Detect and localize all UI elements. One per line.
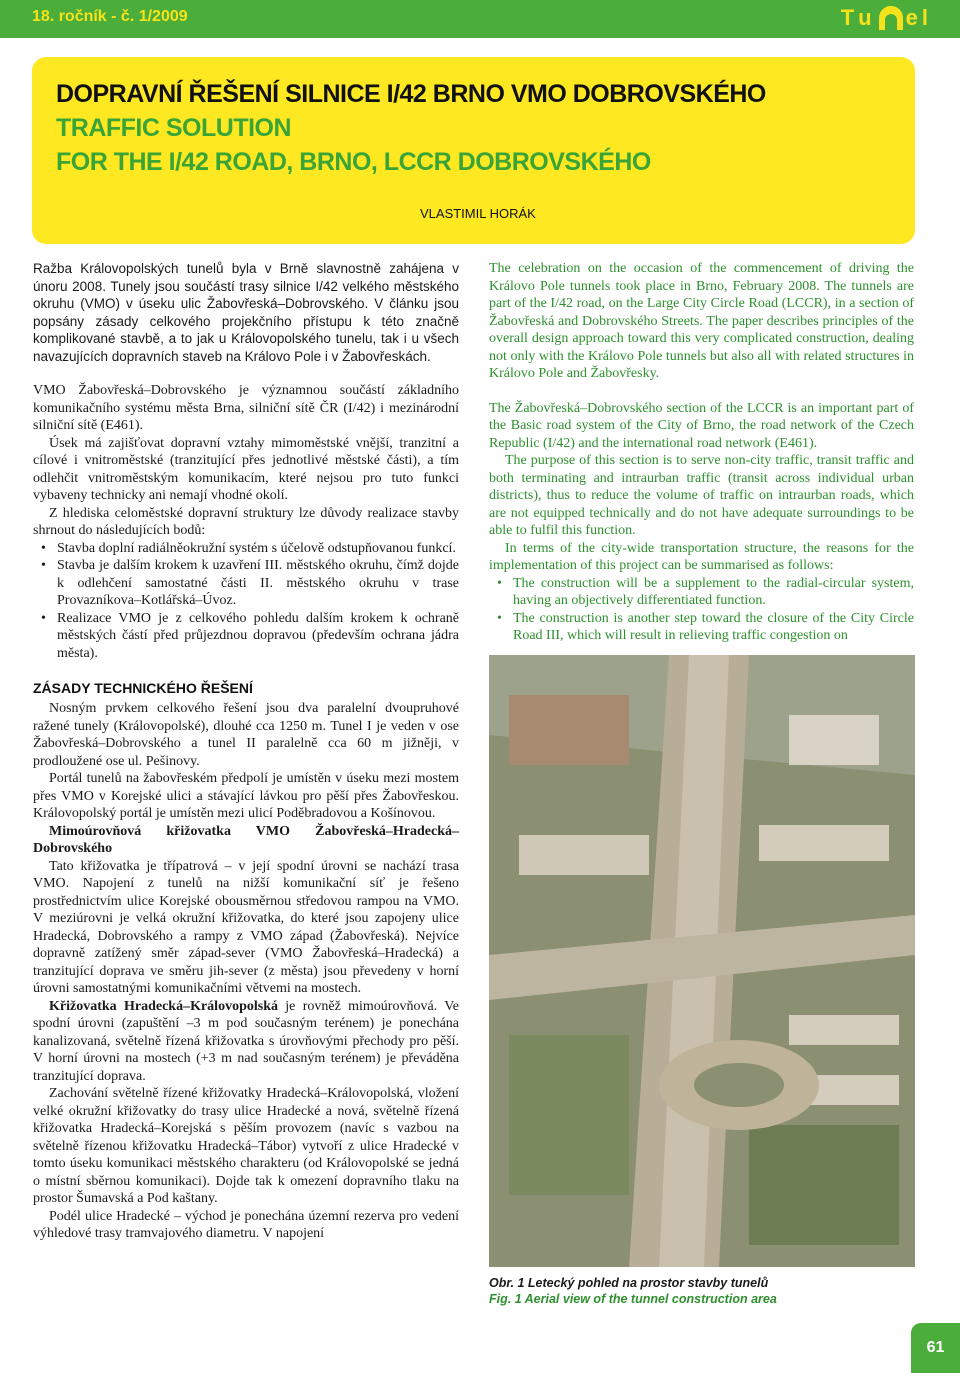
paragraph: In terms of the city-wide transportation structure, the reasons for the implementation of this project can be summarised as follows: <box>489 540 914 573</box>
list-item: • The construction will be a supplement to the radial-circular system, having an objectively differentiated function. <box>489 575 914 610</box>
article-title-en-line1: TRAFFIC SOLUTION <box>56 114 292 142</box>
paragraph: The Žabovřeská–Dobrovského section of the LCCR is an important part of the Basic road system of the City of Brno, the road network of the Czech Republic (I/42) and the international road network (E461). <box>489 400 914 451</box>
issue-label: 18. ročník - č. 1/2009 <box>32 8 188 25</box>
aerial-photo-illustration <box>489 655 915 1267</box>
aerial-photo <box>489 655 915 1267</box>
bullet-list <box>489 575 914 645</box>
abstract-cz: Ražba Královopolských tunelů byla v Brně slavnostně zahájena v únoru 2008. Tunely jsou součástí trasy silnice I/42 velkého městského okruhu (VMO) v úseku ulic Žabovřeská–Dobrovského. V článku jsou popsány zásady celkového projekčního přístupu k této značně komplikované stavbě, a to jak u Královopolského tunelu, tak i u všech navazujících dopravních staveb na Královo Pole i v Žabovřeskách. <box>33 261 459 364</box>
paragraph: Z hlediska celoměstské dopravní struktury lze důvody realizace stavby shrnout do následujících bodů: <box>33 505 459 538</box>
list-item: • The construction is another step toward the closure of the City Circle Road III, which will result in relieving traffic congestion on <box>489 610 914 645</box>
section-heading: ZÁSADY TECHNICKÉHO ŘEŠENÍ <box>33 680 253 696</box>
subheading: Křižovatka Hradecká–Královopolská <box>49 998 278 1014</box>
article-title-cz: DOPRAVNÍ ŘEŠENÍ SILNICE I/42 BRNO VMO DOBROVSKÉHO <box>56 80 766 108</box>
paragraph: Tato křižovatka je třípatrová – v její spodní úrovni se nachází trasa VMO. Napojení z tunelů na nižší komunikační síť je řešeno prostřednictvím ulice Korejské obousměrnou středovou rampou na VMO. V meziúrovni je velká okružní křižovatka, do které jsou zapojeny ulice Hradecká, Dobrovského a rampy z VMO západ (Žabovřeská). Nejvíce dopravně zatížený směr západ-sever (VMO Žabovřeská–Hradecká) a tranzitující doprava ve směru jih-sever (z města) jsou převedeny v horní úrovni samostatnými komunikačními větvemi na mostech. <box>33 858 459 996</box>
list-item: • Stavba je dalším krokem k uzavření III. městského okruhu, čímž dojde k odlehčení samostatné části II. městského okruhu v trase Provazníkova–Kotlářská–Úvoz. <box>33 557 459 610</box>
list-item: • Realizace VMO je z celkového pohledu dalším krokem k ochraně městských částí před průjezdnou dopravou (především ochrana jádra města). <box>33 610 459 663</box>
author: VLASTIMIL HORÁK <box>420 206 536 221</box>
list-item: • Stavba doplní radiálněokružní systém s účelově odstupňovanou funkcí. <box>33 540 459 558</box>
left-column <box>33 260 459 1243</box>
paragraph: je rovněž mimoúrovňová. Ve spodní úrovni (zapuštění –3 m pod současným terénem) je ponechána kanalizovaná, světelně řízená křižovatka s úrovňovými přechody pro pěší. V horní úrovni na mostech (+3 m nad současným terénem) je převáděna tranzitující doprava. <box>33 998 459 1084</box>
figure-caption <box>489 1275 915 1307</box>
caption-en: Fig. 1 Aerial view of the tunnel construction area <box>489 1292 777 1306</box>
paragraph: Portál tunelů na žabovřeském předpolí je umístěn v úseku mezi mostem přes VMO v Korejské ulici a stávající lávkou pro pěší přes Žabovřeskou. Královopolský portál je umístěn mezi ulicí Poděbradovou a Košínovou. <box>33 771 459 821</box>
article-title-en-line2: FOR THE I/42 ROAD, BRNO, LCCR DOBROVSKÉHO <box>56 148 651 176</box>
paragraph: Nosným prvkem celkového řešení jsou dva paralelní dvoupruhové ražené tunely (Královopolské), dlouhé cca 1250 m. Tunel I je veden v ose Žabovřeská–Dobrovského a tunel II paralelně cca 60 m jižněji, v prodloužené ose ul. Pešinovy. <box>33 701 459 769</box>
bullet-list <box>33 540 459 663</box>
paragraph: VMO Žabovřeská–Dobrovského je významnou součástí základního komunikačního systému města Brna, silniční sítě ČR (I/42) i mezinárodní silniční sítě (E461). <box>33 383 459 433</box>
subheading: Mimoúrovňová křižovatka VMO Žabovřeská–Hradecká–Dobrovského <box>33 823 459 856</box>
paragraph: Podél ulice Hradecké – východ je ponechána územní rezerva pro vedení výhledové trasy tramvajového diametru. V napojení <box>33 1208 459 1241</box>
header-bar <box>0 0 960 38</box>
caption-cz: Obr. 1 Letecký pohled na prostor stavby tunelů <box>489 1276 769 1290</box>
right-column <box>489 260 914 645</box>
tunel-logo: T u e l <box>840 5 932 30</box>
paragraph: The purpose of this section is to serve non-city traffic, transit traffic and both terminating and intraurban traffic (transit across individual urban districts), thus to reduce the volume of traffic on intraurban roads, which are not equipped technically and do not have adequate surroundings to be able to fulfil this function. <box>489 453 914 538</box>
page-number: 61 <box>911 1323 960 1373</box>
paragraph: Zachování světelně řízené křižovatky Hradecká–Královopolská, vložení velké okružní křižovatky do trasy ulice Hradecké a nová, světelně řízená křižovatka Hradecká–Korejská s pěším provozem (navíc s vazbou na světelně řízenou křižovatku Hradecká–Tábor) vytvoří z ulice Hradecké v tomto úseku komunikaci městského charakteru (od Královopolské se jedná o místní sběrnou komunikaci). Dojde tak k omezení dopravního tlaku na prostor Šumavská a Pod kaštany. <box>33 1086 459 1206</box>
paragraph: Úsek má zajišťovat dopravní vztahy mimoměstské vnější, tranzitní a cílové i vnitroměstské (tranzitující přes jednotlivé městské části), a tím odlehčit vnitroměstským komunikacím, které nejsou pro tuto funkci vybaveny technicky ani nemají vhodné okolí. <box>33 435 459 503</box>
abstract-en: The celebration on the occasion of the commencement of driving the Královo Pole tunnels took place in Brno, February 2008. The tunnels are part of the I/42 road, on the Large City Circle Road (LCCR), in a section of Žabovřeská and Dobrovského Streets. The paper describes principles of the overall design approach toward this very complicated construction, dealing not only with the Královo Pole tunnels but also all with related structures in Královo Pole and Žabovřesky. <box>489 261 914 381</box>
